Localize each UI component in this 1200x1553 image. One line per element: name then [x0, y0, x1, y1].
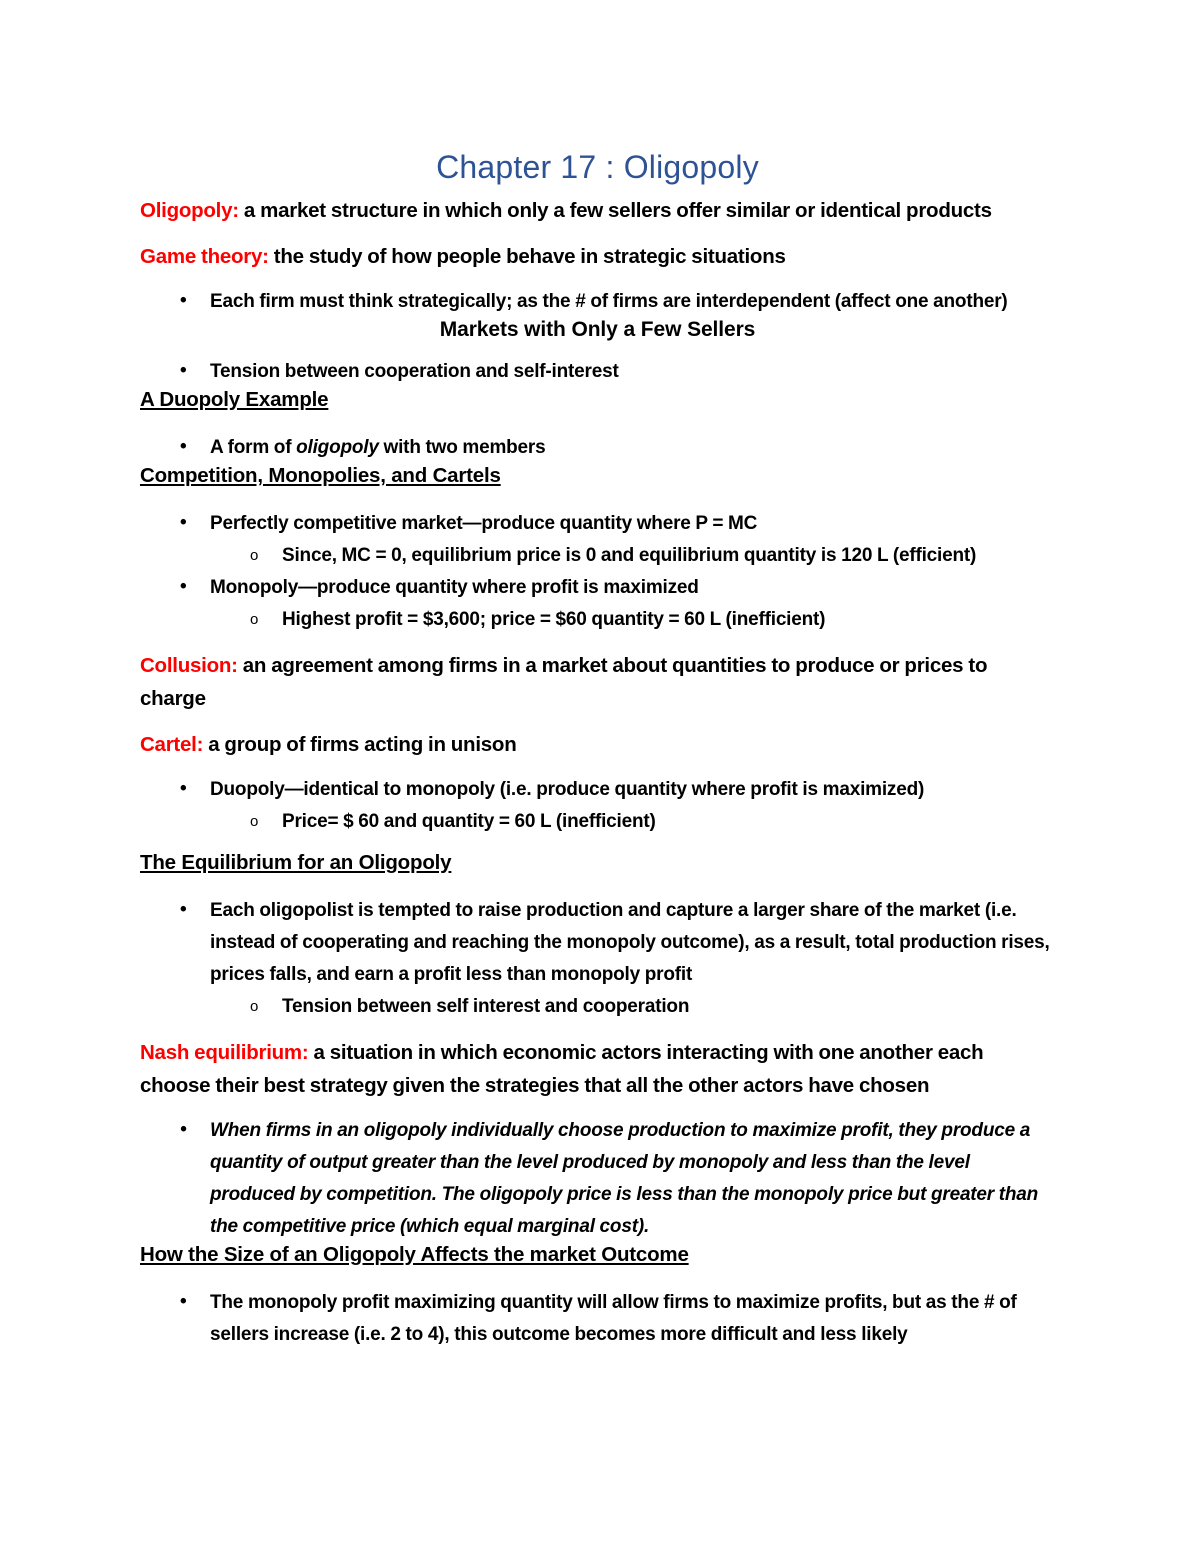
definition-nash-equilibrium-body: a situation in which economic actors interacting with one another each choose their best strategy given the strategies that all the other actors have chosen: [140, 1040, 984, 1097]
heading-duopoly-example-wrap: [140, 388, 1055, 422]
list-item: [140, 540, 1055, 572]
list-item: • Each firm must think strategically; as the # of firms are interdependent (affect one another): [140, 286, 1055, 318]
duopoly-form-post: with two members: [378, 437, 546, 459]
competition-sub-bold: (efficient): [892, 544, 977, 566]
definition-game-theory: [140, 240, 1055, 273]
bullet-list-cartel: [140, 774, 1055, 838]
heading-duopoly-example: A Duopoly Example: [140, 388, 329, 412]
duopoly-form-italic: oligopoly: [296, 437, 379, 459]
list-item: o Price= $ 60 and quantity = 60 L (inefficient): [140, 806, 1055, 838]
heading-size-of-oligopoly: How the Size of an Oligopoly Affects the market Outcome: [140, 1242, 689, 1266]
heading-markets-few-sellers: Markets with Only a Few Sellers: [439, 318, 756, 342]
definition-collusion: [140, 649, 1055, 715]
bullet-list-duopoly-form: [140, 432, 1055, 464]
list-item: [140, 432, 1055, 464]
heading-equilibrium-oligopoly: The Equilibrium for an Oligopoly: [140, 851, 452, 874]
bullet-list-game-theory: [140, 286, 1055, 318]
list-item: • Duopoly—identical to monopoly (i.e. produce quantity where profit is maximized): [140, 774, 1055, 806]
list-item: • The monopoly profit maximizing quantity will allow firms to maximize profits, but as the # of sellers increase (i.e. 2 to 4), this outcome becomes more difficult and less likely: [140, 1287, 1055, 1351]
bullet-list-competition: [140, 508, 1055, 636]
term-oligopoly: Oligopoly:: [140, 198, 239, 222]
competition-sub-pre: Since, MC = 0, equilibrium price is 0 and equilibrium quantity is 120 L: [282, 544, 893, 566]
definition-oligopoly-body: a market structure in which only a few sellers offer similar or identical products: [238, 198, 992, 222]
heading-size-of-oligopoly-wrap: [140, 1243, 1055, 1277]
list-item: • When firms in an oligopoly individually choose production to maximize profit, they produce a quantity of output greater than the level produced by monopoly and less than the level produced by competition. The oligopoly price is less than the monopoly price but greater than the competitive price (which equal marginal cost).: [140, 1115, 1055, 1243]
term-cartel: Cartel:: [140, 732, 204, 756]
list-item: • Each oligopolist is tempted to raise production and capture a larger share of the market (i.e. instead of cooperating and reaching the monopoly outcome), as a result, total production rises, prices falls, and earn a profit less than monopoly profit: [140, 895, 1055, 991]
definition-collusion-body: an agreement among firms in a market about quantities to produce or prices to charge: [140, 653, 988, 710]
list-item: o Highest profit = $3,600; price = $60 quantity = 60 L (inefficient): [140, 604, 1055, 636]
definition-cartel: [140, 728, 1055, 761]
list-item: • Perfectly competitive market—produce quantity where P = MC: [140, 508, 1055, 540]
list-item: • Monopoly—produce quantity where profit is maximized: [140, 572, 1055, 604]
bullet-list-equilibrium: [140, 895, 1055, 1023]
heading-competition-monopolies-cartels: Competition, Monopolies, and Cartels: [140, 463, 501, 487]
bullet-list-size-effect: [140, 1287, 1055, 1351]
term-nash-equilibrium: Nash equilibrium:: [140, 1040, 309, 1064]
duopoly-form-pre: A form of: [210, 437, 297, 459]
definition-game-theory-body: the study of how people behave in strategic situations: [268, 245, 786, 269]
definition-cartel-body: a group of firms acting in unison: [203, 732, 517, 756]
heading-competition-monopolies-cartels-wrap: [140, 464, 1055, 498]
definition-oligopoly: [140, 194, 1055, 227]
term-game-theory: Game theory:: [140, 245, 269, 269]
page-title: Chapter 17 : Oligopoly: [436, 149, 759, 185]
definition-nash-equilibrium: [140, 1036, 1055, 1102]
bullet-list-nash-note: [140, 1115, 1055, 1243]
list-item: • Tension between cooperation and self-interest: [140, 356, 1055, 388]
heading-equilibrium-oligopoly-wrap: [140, 851, 1055, 885]
bullet-list-tension: [140, 356, 1055, 388]
list-item: o Tension between self interest and cooperation: [140, 991, 1055, 1023]
term-collusion: Collusion:: [140, 653, 238, 677]
